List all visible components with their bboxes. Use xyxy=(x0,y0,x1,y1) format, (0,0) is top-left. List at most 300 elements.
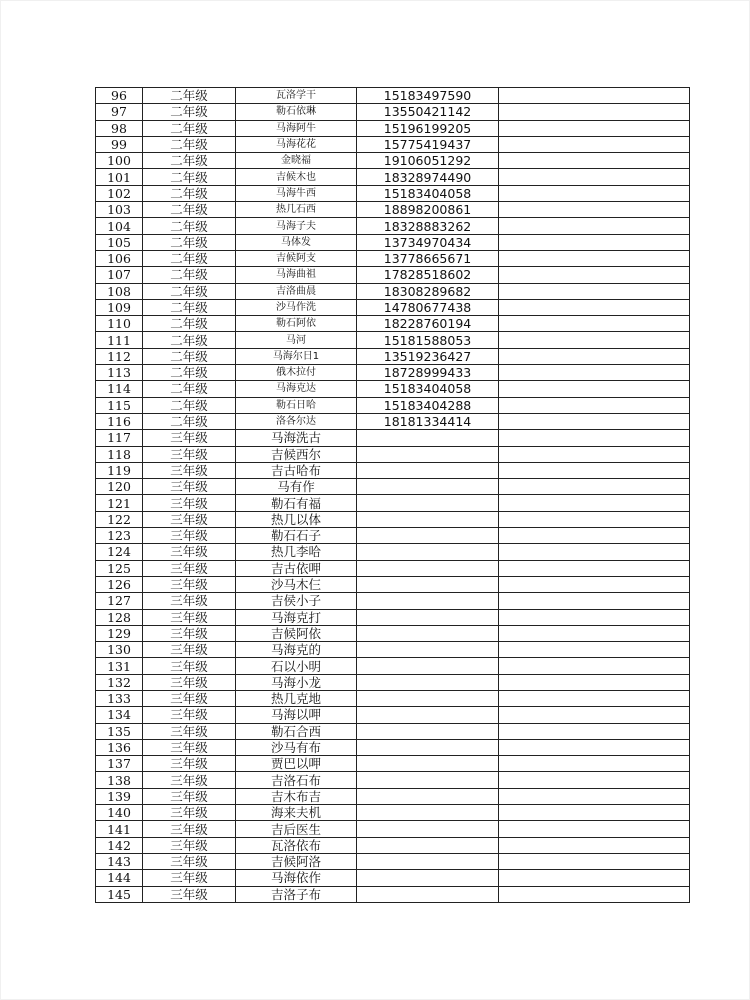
phone-cell xyxy=(357,674,499,690)
table-row xyxy=(96,88,690,104)
row-number-cell: 110 xyxy=(96,316,143,332)
grade-cell: 二年级 xyxy=(143,185,236,201)
student-name-cell: 马海花花 xyxy=(236,136,357,152)
row-number-cell: 112 xyxy=(96,348,143,364)
phone-cell: 15183404058 xyxy=(357,381,499,397)
row-number-cell: 126 xyxy=(96,576,143,592)
note-cell xyxy=(499,88,690,104)
row-number-cell: 97 xyxy=(96,104,143,120)
student-name-cell: 马海洗古 xyxy=(236,430,357,446)
row-number-cell: 134 xyxy=(96,707,143,723)
note-cell xyxy=(499,756,690,772)
student-name-cell: 吉后医生 xyxy=(236,821,357,837)
grade-cell: 三年级 xyxy=(143,560,236,576)
note-cell xyxy=(499,332,690,348)
phone-cell xyxy=(357,625,499,641)
row-number-cell: 111 xyxy=(96,332,143,348)
table-row xyxy=(96,837,690,853)
table-row xyxy=(96,821,690,837)
phone-cell xyxy=(357,528,499,544)
phone-cell: 13734970434 xyxy=(357,234,499,250)
phone-cell: 18181334414 xyxy=(357,413,499,429)
phone-cell xyxy=(357,805,499,821)
row-number-cell: 103 xyxy=(96,202,143,218)
student-name-cell: 勒石依琳 xyxy=(236,104,357,120)
grade-cell: 二年级 xyxy=(143,381,236,397)
student-name-cell: 马海牛西 xyxy=(236,185,357,201)
note-cell xyxy=(499,479,690,495)
grade-cell: 三年级 xyxy=(143,625,236,641)
table-row xyxy=(96,250,690,266)
note-cell xyxy=(499,576,690,592)
note-cell xyxy=(499,348,690,364)
note-cell xyxy=(499,560,690,576)
note-cell xyxy=(499,544,690,560)
note-cell xyxy=(499,283,690,299)
row-number-cell: 113 xyxy=(96,365,143,381)
row-number-cell: 119 xyxy=(96,462,143,478)
grade-cell: 二年级 xyxy=(143,332,236,348)
grade-cell: 三年级 xyxy=(143,870,236,886)
phone-cell xyxy=(357,886,499,902)
student-name-cell: 马海克打 xyxy=(236,609,357,625)
student-name-cell: 吉木布吉 xyxy=(236,788,357,804)
grade-cell: 三年级 xyxy=(143,707,236,723)
row-number-cell: 109 xyxy=(96,299,143,315)
table-row xyxy=(96,185,690,201)
row-number-cell: 122 xyxy=(96,511,143,527)
student-name-cell: 勒石合西 xyxy=(236,723,357,739)
grade-cell: 二年级 xyxy=(143,283,236,299)
row-number-cell: 137 xyxy=(96,756,143,772)
table-row xyxy=(96,169,690,185)
phone-cell xyxy=(357,756,499,772)
note-cell xyxy=(499,104,690,120)
table-row xyxy=(96,625,690,641)
row-number-cell: 136 xyxy=(96,739,143,755)
row-number-cell: 144 xyxy=(96,870,143,886)
table-row xyxy=(96,381,690,397)
grade-cell: 三年级 xyxy=(143,544,236,560)
phone-cell xyxy=(357,739,499,755)
phone-cell xyxy=(357,837,499,853)
table-row xyxy=(96,609,690,625)
grade-cell: 二年级 xyxy=(143,365,236,381)
grade-cell: 二年级 xyxy=(143,169,236,185)
student-name-cell: 吉候西尔 xyxy=(236,446,357,462)
row-number-cell: 106 xyxy=(96,250,143,266)
grade-cell: 三年级 xyxy=(143,756,236,772)
table-row xyxy=(96,853,690,869)
student-roster-table xyxy=(95,87,690,903)
student-name-cell: 马海子夫 xyxy=(236,218,357,234)
student-name-cell: 勒石阿依 xyxy=(236,316,357,332)
phone-cell: 19106051292 xyxy=(357,153,499,169)
student-name-cell: 吉洛曲晨 xyxy=(236,283,357,299)
phone-cell: 15183404058 xyxy=(357,185,499,201)
phone-cell xyxy=(357,707,499,723)
note-cell xyxy=(499,365,690,381)
table-row xyxy=(96,658,690,674)
note-cell xyxy=(499,674,690,690)
student-name-cell: 金晓福 xyxy=(236,153,357,169)
phone-cell: 18898200861 xyxy=(357,202,499,218)
student-name-cell: 沙马有布 xyxy=(236,739,357,755)
table-row xyxy=(96,413,690,429)
phone-cell xyxy=(357,658,499,674)
note-cell xyxy=(499,609,690,625)
table-row xyxy=(96,267,690,283)
table-row xyxy=(96,772,690,788)
note-cell xyxy=(499,136,690,152)
grade-cell: 三年级 xyxy=(143,658,236,674)
student-name-cell: 吉洛石布 xyxy=(236,772,357,788)
student-name-cell: 勒石有福 xyxy=(236,495,357,511)
note-cell xyxy=(499,202,690,218)
table-row xyxy=(96,316,690,332)
student-name-cell: 热几克地 xyxy=(236,690,357,706)
table-row xyxy=(96,674,690,690)
grade-cell: 三年级 xyxy=(143,723,236,739)
note-cell xyxy=(499,250,690,266)
student-name-cell: 马海克的 xyxy=(236,642,357,658)
student-name-cell: 吉侯小子 xyxy=(236,593,357,609)
row-number-cell: 140 xyxy=(96,805,143,821)
note-cell xyxy=(499,593,690,609)
grade-cell: 二年级 xyxy=(143,202,236,218)
note-cell xyxy=(499,185,690,201)
table-row xyxy=(96,576,690,592)
grade-cell: 三年级 xyxy=(143,690,236,706)
row-number-cell: 120 xyxy=(96,479,143,495)
student-name-cell: 马海尔日1 xyxy=(236,348,357,364)
phone-cell: 18228760194 xyxy=(357,316,499,332)
row-number-cell: 138 xyxy=(96,772,143,788)
student-name-cell: 吉候阿支 xyxy=(236,250,357,266)
student-name-cell: 沙马作洗 xyxy=(236,299,357,315)
phone-cell: 18728999433 xyxy=(357,365,499,381)
note-cell xyxy=(499,120,690,136)
phone-cell: 13550421142 xyxy=(357,104,499,120)
phone-cell: 17828518602 xyxy=(357,267,499,283)
note-cell xyxy=(499,870,690,886)
row-number-cell: 105 xyxy=(96,234,143,250)
grade-cell: 三年级 xyxy=(143,837,236,853)
student-name-cell: 沙马木仨 xyxy=(236,576,357,592)
row-number-cell: 124 xyxy=(96,544,143,560)
grade-cell: 二年级 xyxy=(143,299,236,315)
row-number-cell: 101 xyxy=(96,169,143,185)
note-cell xyxy=(499,739,690,755)
grade-cell: 二年级 xyxy=(143,153,236,169)
student-name-cell: 洛各尔达 xyxy=(236,413,357,429)
note-cell xyxy=(499,853,690,869)
student-name-cell: 贾巴以呷 xyxy=(236,756,357,772)
grade-cell: 二年级 xyxy=(143,218,236,234)
grade-cell: 二年级 xyxy=(143,397,236,413)
grade-cell: 三年级 xyxy=(143,495,236,511)
table-row xyxy=(96,739,690,755)
student-name-cell: 马海依作 xyxy=(236,870,357,886)
student-name-cell: 马河 xyxy=(236,332,357,348)
grade-cell: 三年级 xyxy=(143,772,236,788)
grade-cell: 二年级 xyxy=(143,250,236,266)
row-number-cell: 118 xyxy=(96,446,143,462)
phone-cell: 15196199205 xyxy=(357,120,499,136)
row-number-cell: 125 xyxy=(96,560,143,576)
phone-cell xyxy=(357,576,499,592)
phone-cell xyxy=(357,560,499,576)
phone-cell xyxy=(357,723,499,739)
table-row xyxy=(96,544,690,560)
student-name-cell: 马海小龙 xyxy=(236,674,357,690)
note-cell xyxy=(499,625,690,641)
student-name-cell: 瓦洛依布 xyxy=(236,837,357,853)
student-name-cell: 马有作 xyxy=(236,479,357,495)
student-name-cell: 热几石西 xyxy=(236,202,357,218)
table-row xyxy=(96,299,690,315)
table-row xyxy=(96,283,690,299)
phone-cell xyxy=(357,821,499,837)
table-row xyxy=(96,886,690,902)
table-row xyxy=(96,479,690,495)
row-number-cell: 116 xyxy=(96,413,143,429)
note-cell xyxy=(499,462,690,478)
student-name-cell: 吉古依呷 xyxy=(236,560,357,576)
row-number-cell: 123 xyxy=(96,528,143,544)
student-name-cell: 吉洛子布 xyxy=(236,886,357,902)
row-number-cell: 100 xyxy=(96,153,143,169)
student-name-cell: 海来夫机 xyxy=(236,805,357,821)
roster-body xyxy=(96,88,690,903)
table-row xyxy=(96,788,690,804)
note-cell xyxy=(499,690,690,706)
note-cell xyxy=(499,511,690,527)
grade-cell: 三年级 xyxy=(143,609,236,625)
phone-cell: 13778665671 xyxy=(357,250,499,266)
grade-cell: 二年级 xyxy=(143,136,236,152)
grade-cell: 三年级 xyxy=(143,462,236,478)
row-number-cell: 133 xyxy=(96,690,143,706)
grade-cell: 二年级 xyxy=(143,267,236,283)
table-row xyxy=(96,153,690,169)
grade-cell: 三年级 xyxy=(143,821,236,837)
table-row xyxy=(96,120,690,136)
note-cell xyxy=(499,397,690,413)
student-name-cell: 瓦洛学干 xyxy=(236,88,357,104)
phone-cell: 18328883262 xyxy=(357,218,499,234)
row-number-cell: 115 xyxy=(96,397,143,413)
table-row xyxy=(96,756,690,772)
student-name-cell: 马海以呷 xyxy=(236,707,357,723)
row-number-cell: 104 xyxy=(96,218,143,234)
student-name-cell: 热几以体 xyxy=(236,511,357,527)
student-name-cell: 马海阿牛 xyxy=(236,120,357,136)
table-row xyxy=(96,805,690,821)
table-row xyxy=(96,707,690,723)
grade-cell: 二年级 xyxy=(143,234,236,250)
grade-cell: 三年级 xyxy=(143,886,236,902)
row-number-cell: 108 xyxy=(96,283,143,299)
grade-cell: 二年级 xyxy=(143,413,236,429)
table-row xyxy=(96,593,690,609)
note-cell xyxy=(499,218,690,234)
phone-cell xyxy=(357,870,499,886)
grade-cell: 二年级 xyxy=(143,120,236,136)
note-cell xyxy=(499,788,690,804)
row-number-cell: 102 xyxy=(96,185,143,201)
note-cell xyxy=(499,528,690,544)
phone-cell xyxy=(357,430,499,446)
table-row xyxy=(96,397,690,413)
row-number-cell: 114 xyxy=(96,381,143,397)
grade-cell: 三年级 xyxy=(143,853,236,869)
table-row xyxy=(96,528,690,544)
phone-cell xyxy=(357,593,499,609)
phone-cell xyxy=(357,642,499,658)
row-number-cell: 132 xyxy=(96,674,143,690)
table-row xyxy=(96,560,690,576)
grade-cell: 二年级 xyxy=(143,348,236,364)
student-name-cell: 勒石石子 xyxy=(236,528,357,544)
grade-cell: 三年级 xyxy=(143,805,236,821)
row-number-cell: 98 xyxy=(96,120,143,136)
row-number-cell: 131 xyxy=(96,658,143,674)
phone-cell: 13519236427 xyxy=(357,348,499,364)
table-row xyxy=(96,642,690,658)
grade-cell: 二年级 xyxy=(143,104,236,120)
row-number-cell: 141 xyxy=(96,821,143,837)
note-cell xyxy=(499,267,690,283)
phone-cell: 15183404288 xyxy=(357,397,499,413)
table-row xyxy=(96,348,690,364)
note-cell xyxy=(499,837,690,853)
note-cell xyxy=(499,446,690,462)
phone-cell: 18308289682 xyxy=(357,283,499,299)
phone-cell xyxy=(357,462,499,478)
student-name-cell: 俄木拉付 xyxy=(236,365,357,381)
table-row xyxy=(96,430,690,446)
row-number-cell: 139 xyxy=(96,788,143,804)
phone-cell xyxy=(357,511,499,527)
row-number-cell: 145 xyxy=(96,886,143,902)
note-cell xyxy=(499,772,690,788)
phone-cell xyxy=(357,446,499,462)
grade-cell: 三年级 xyxy=(143,739,236,755)
row-number-cell: 99 xyxy=(96,136,143,152)
student-name-cell: 吉候阿洛 xyxy=(236,853,357,869)
note-cell xyxy=(499,169,690,185)
student-name-cell: 热几李哈 xyxy=(236,544,357,560)
student-name-cell: 石以小明 xyxy=(236,658,357,674)
grade-cell: 三年级 xyxy=(143,528,236,544)
note-cell xyxy=(499,821,690,837)
row-number-cell: 127 xyxy=(96,593,143,609)
table-row xyxy=(96,690,690,706)
phone-cell: 15775419437 xyxy=(357,136,499,152)
note-cell xyxy=(499,381,690,397)
table-row xyxy=(96,136,690,152)
row-number-cell: 129 xyxy=(96,625,143,641)
table-row xyxy=(96,202,690,218)
note-cell xyxy=(499,316,690,332)
grade-cell: 二年级 xyxy=(143,88,236,104)
note-cell xyxy=(499,430,690,446)
note-cell xyxy=(499,886,690,902)
note-cell xyxy=(499,153,690,169)
table-row xyxy=(96,104,690,120)
grade-cell: 三年级 xyxy=(143,479,236,495)
row-number-cell: 143 xyxy=(96,853,143,869)
row-number-cell: 128 xyxy=(96,609,143,625)
grade-cell: 三年级 xyxy=(143,446,236,462)
grade-cell: 三年级 xyxy=(143,430,236,446)
note-cell xyxy=(499,413,690,429)
row-number-cell: 96 xyxy=(96,88,143,104)
note-cell xyxy=(499,805,690,821)
phone-cell: 14780677438 xyxy=(357,299,499,315)
phone-cell: 18328974490 xyxy=(357,169,499,185)
row-number-cell: 130 xyxy=(96,642,143,658)
table-row xyxy=(96,495,690,511)
table-row xyxy=(96,332,690,348)
table-row xyxy=(96,723,690,739)
phone-cell xyxy=(357,495,499,511)
note-cell xyxy=(499,299,690,315)
phone-cell xyxy=(357,544,499,560)
row-number-cell: 142 xyxy=(96,837,143,853)
phone-cell xyxy=(357,788,499,804)
note-cell xyxy=(499,495,690,511)
phone-cell xyxy=(357,609,499,625)
student-name-cell: 勒石日哈 xyxy=(236,397,357,413)
phone-cell xyxy=(357,690,499,706)
grade-cell: 三年级 xyxy=(143,788,236,804)
student-name-cell: 马海曲祖 xyxy=(236,267,357,283)
row-number-cell: 121 xyxy=(96,495,143,511)
table-row xyxy=(96,365,690,381)
note-cell xyxy=(499,723,690,739)
note-cell xyxy=(499,707,690,723)
student-name-cell: 吉候木也 xyxy=(236,169,357,185)
table-row xyxy=(96,462,690,478)
note-cell xyxy=(499,658,690,674)
phone-cell: 15181588053 xyxy=(357,332,499,348)
phone-cell xyxy=(357,853,499,869)
grade-cell: 三年级 xyxy=(143,642,236,658)
phone-cell xyxy=(357,772,499,788)
student-name-cell: 吉候阿依 xyxy=(236,625,357,641)
student-name-cell: 吉古哈布 xyxy=(236,462,357,478)
row-number-cell: 117 xyxy=(96,430,143,446)
note-cell xyxy=(499,642,690,658)
table-row xyxy=(96,218,690,234)
grade-cell: 三年级 xyxy=(143,576,236,592)
grade-cell: 二年级 xyxy=(143,316,236,332)
table-row xyxy=(96,511,690,527)
table-row xyxy=(96,870,690,886)
row-number-cell: 107 xyxy=(96,267,143,283)
grade-cell: 三年级 xyxy=(143,511,236,527)
note-cell xyxy=(499,234,690,250)
student-name-cell: 马海克达 xyxy=(236,381,357,397)
table-row xyxy=(96,446,690,462)
phone-cell: 15183497590 xyxy=(357,88,499,104)
phone-cell xyxy=(357,479,499,495)
table-row xyxy=(96,234,690,250)
student-name-cell: 马体发 xyxy=(236,234,357,250)
grade-cell: 三年级 xyxy=(143,674,236,690)
